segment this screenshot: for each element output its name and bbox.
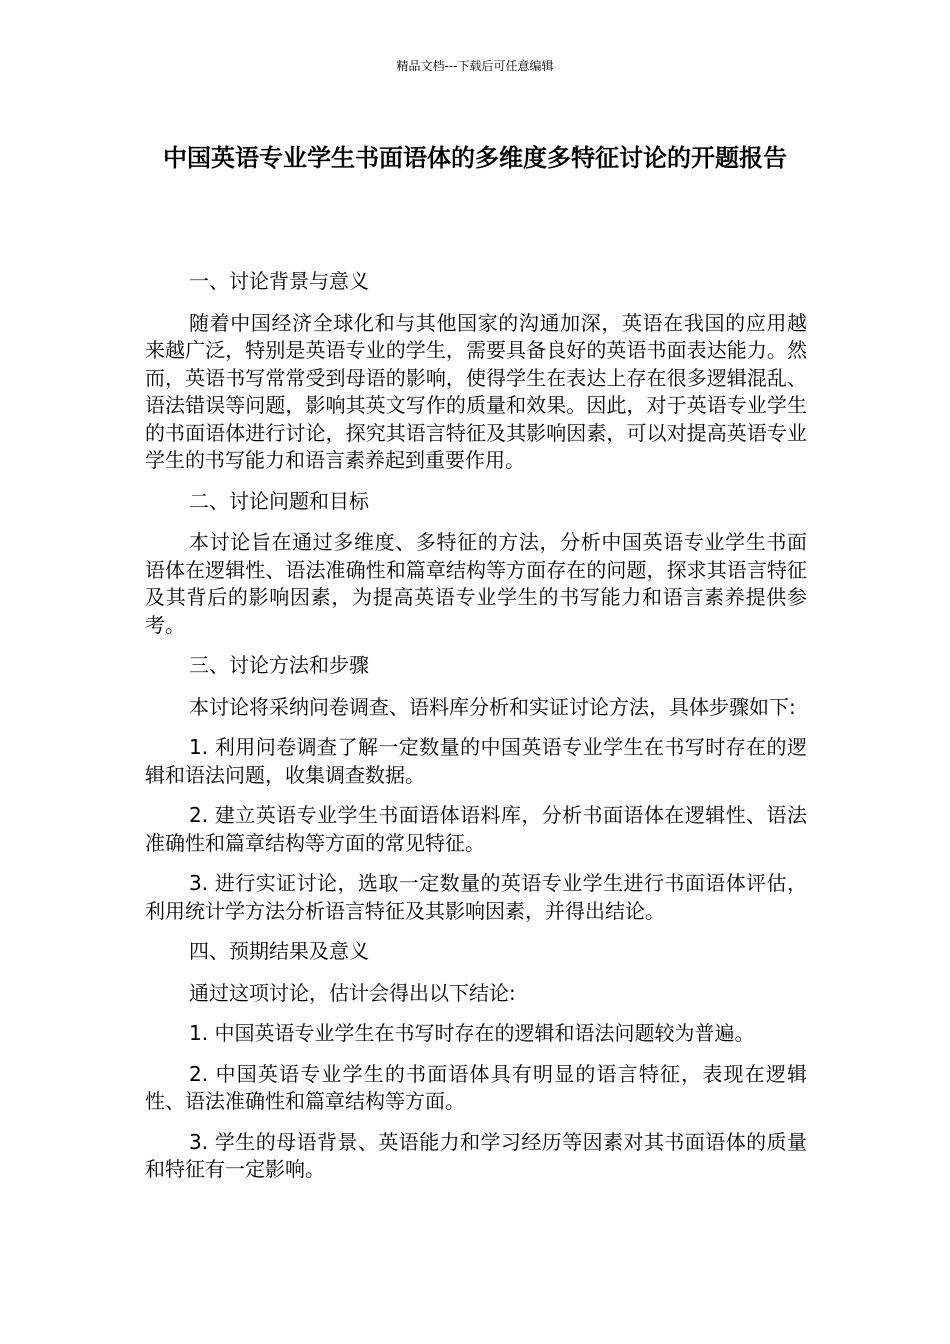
list-item: 3. 学生的母语背景、英语能力和学习经历等因素对其书面语体的质量和特征有一定影响。 — [145, 1129, 807, 1181]
section-heading: 三、讨论方法和步骤 — [189, 653, 369, 677]
section-heading: 一、讨论背景与意义 — [189, 269, 369, 293]
document-title: 中国英语专业学生书面语体的多维度多特征讨论的开题报告 — [163, 144, 787, 172]
list-item: 1. 利用问卷调查了解一定数量的中国英语专业学生在书写时存在的逻辑和语法问题，收集调查数据。 — [145, 735, 807, 787]
list-item: 2. 中国英语专业学生的书面语体具有明显的语言特征，表现在逻辑性、语法准确性和篇章结构等方面。 — [145, 1061, 807, 1113]
body-paragraph: 本讨论旨在通过多维度、多特征的方法，分析中国英语专业学生书面语体在逻辑性、语法准确性和篇章结构等方面存在的问题，探求其语言特征及其背后的影响因素，为提高英语专业学生的书写能力和语言素养提供参考。 — [145, 530, 807, 637]
section-heading: 四、预期结果及意义 — [189, 939, 369, 963]
list-item: 2. 建立英语专业学生书面语体语料库，分析书面语体在逻辑性、语法准确性和篇章结构等方面的常见特征。 — [145, 803, 807, 855]
document-body — [145, 268, 807, 1197]
list-item: 1. 中国英语专业学生在书写时存在的逻辑和语法问题较为普遍。 — [189, 1021, 755, 1045]
body-paragraph: 随着中国经济全球化和与其他国家的沟通加深，英语在我国的应用越来越广泛，特别是英语专业的学生，需要具备良好的英语书面表达能力。然而，英语书写常常受到母语的影响，使得学生在表达上存在很多逻辑混乱、语法错误等问题，影响其英文写作的质量和效果。因此，对于英语专业学生的书面语体进行讨论，探究其语言特征及其影响因素，可以对提高英语专业学生的书写能力和语言素养起到重要作用。 — [145, 310, 807, 472]
body-paragraph: 本讨论将采纳问卷调查、语料库分析和实证讨论方法，具体步骤如下: — [189, 694, 796, 719]
header-note: 精品文档---下载后可任意编辑 — [396, 59, 554, 73]
body-paragraph: 通过这项讨论，估计会得出以下结论: — [189, 980, 516, 1005]
list-item: 3. 进行实证讨论，选取一定数量的英语专业学生进行书面语体评估，利用统计学方法分析语言特征及其影响因素，并得出结论。 — [145, 871, 807, 923]
section-heading: 二、讨论问题和目标 — [189, 488, 369, 513]
